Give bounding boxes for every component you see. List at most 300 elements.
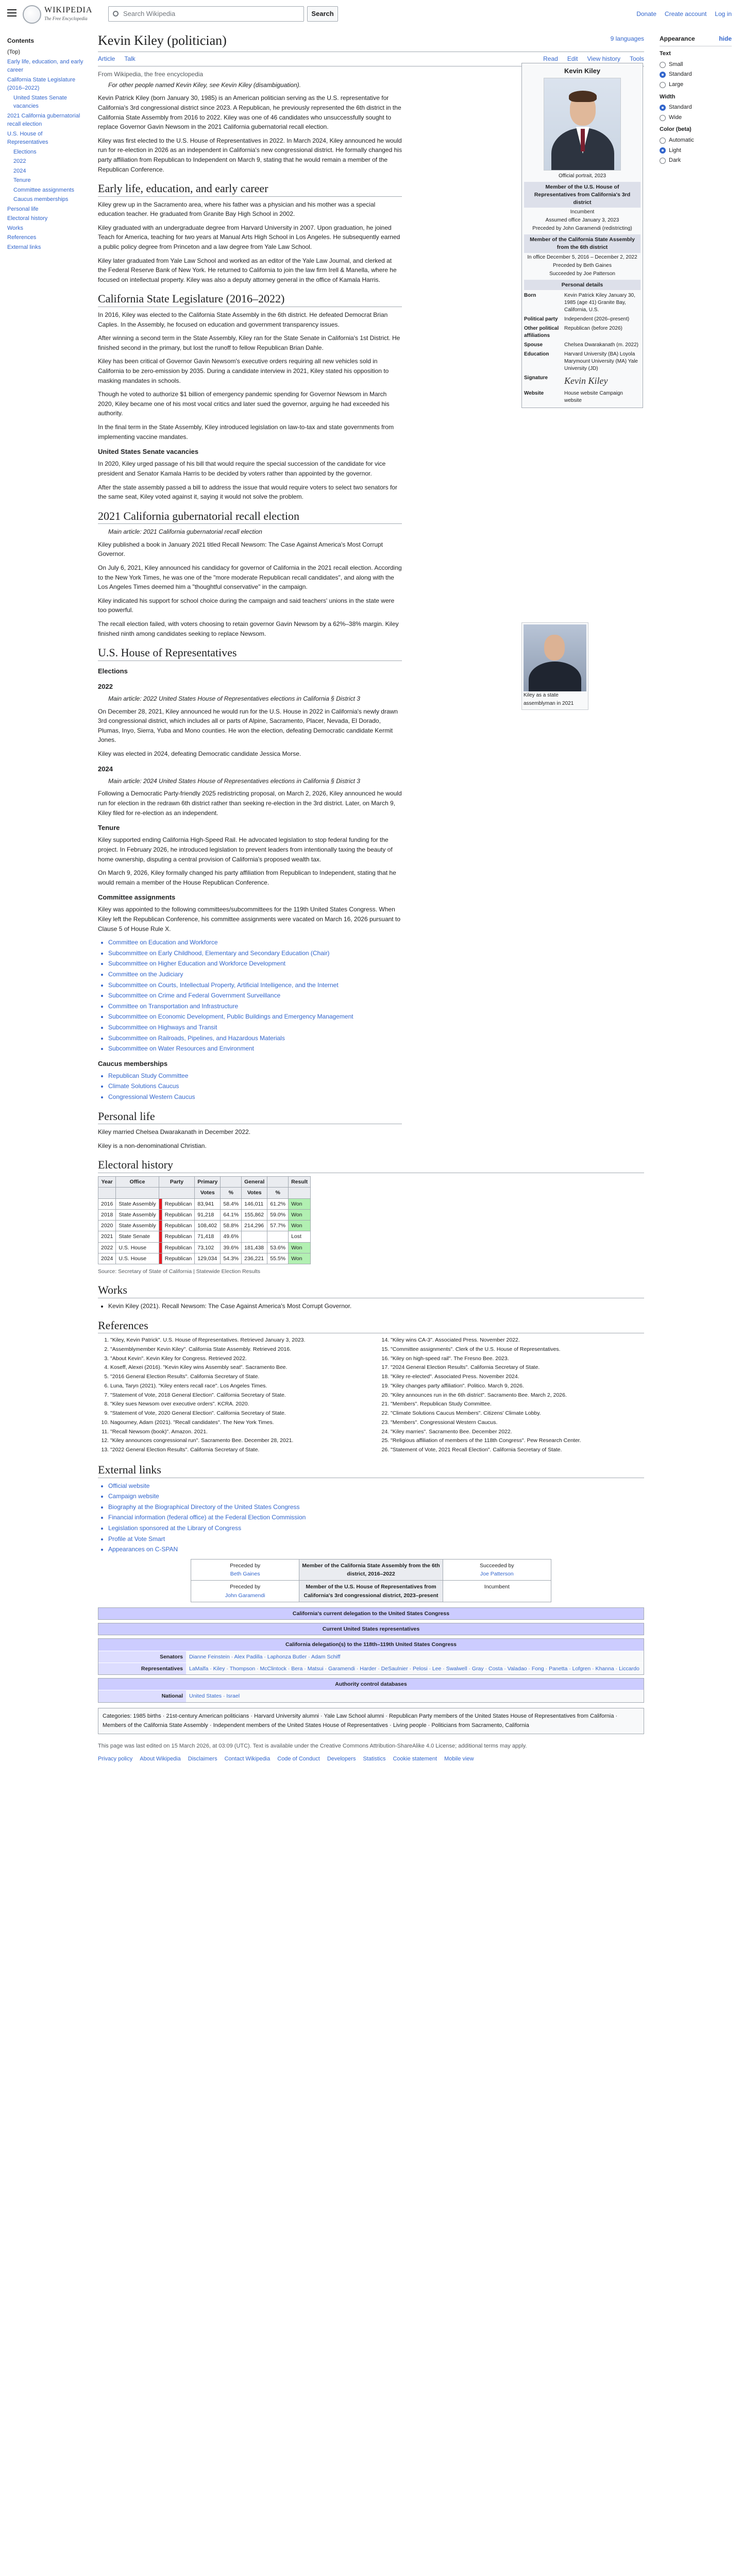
paragraph: Kiley is a non-denominational Christian. <box>98 1142 207 1149</box>
navbox-group: Senators <box>98 1651 186 1663</box>
header-link[interactable]: Create account <box>664 10 707 18</box>
infobox-key: Education <box>524 351 549 358</box>
table-header <box>267 1177 289 1188</box>
navbox-title[interactable]: California delegation(s) to the 118th–119th United States Congress <box>98 1639 644 1650</box>
succession-prev-label: Preceded by <box>230 1562 261 1569</box>
heading-state-legislature: California State Legislature (2016–2022) <box>98 292 402 307</box>
external-link[interactable]: • Financial information (federal office) at the Federal Election Commission <box>108 1513 644 1522</box>
table-cell: Lost <box>289 1231 311 1242</box>
toc-title: Contents <box>7 37 34 44</box>
table-cell: 146,011 <box>242 1198 267 1209</box>
succession-next-label: Succeeded by <box>480 1562 514 1569</box>
table-header: General <box>242 1177 267 1188</box>
table-cell: 2016 <box>98 1198 116 1209</box>
table-cell: Republican <box>162 1253 195 1264</box>
table-cell: State Senate <box>116 1231 159 1242</box>
reference-item: 4. Koseff, Alexei (2016). "Kevin Kiley wins Assembly seat". Sacramento Bee. <box>110 1364 364 1372</box>
external-link[interactable]: • Profile at Vote Smart <box>108 1534 644 1544</box>
page-title: Kevin Kiley (politician) <box>98 29 644 52</box>
reference-item: 12. "Kiley announces congressional run". Sacramento Bee. December 28, 2021. <box>110 1437 364 1445</box>
infobox-row <box>524 374 640 388</box>
lead-paragraph: Kiley was first elected to the U.S. House of Representatives in 2022. In March 2024, Kiley announced he would run for re-election in 2026 as an independent in California's new congressional district. He formally changed his party affiliation from Republican to Independent on March 9, stating that he would remain a member of the Republican Conference. <box>98 137 402 173</box>
committee-item[interactable]: • Subcommittee on Higher Education and Workforce Development <box>108 959 402 969</box>
navbox-title[interactable]: California's current delegation to the United States Congress <box>98 1608 644 1619</box>
infobox-name: Kevin Kiley <box>564 67 601 75</box>
reference-item: 7. "Statement of Vote, 2018 General Election". California Secretary of State. <box>110 1392 364 1400</box>
table-cell: Won <box>289 1253 311 1264</box>
table-cell: U.S. House <box>116 1253 159 1264</box>
term-2: In office December 5, 2016 – December 2, 2022 <box>527 254 637 260</box>
header-link[interactable]: Log in <box>715 10 732 18</box>
succession-office: Member of the U.S. House of Representatives from California's 3rd congressional district, 2023–present <box>299 1581 443 1602</box>
paragraph: Kiley grew up in the Sacramento area, where his father was a physician and his mother was a special education teacher. He graduated from Granite Bay High School in 2002. <box>98 200 376 218</box>
footer-link[interactable]: Mobile view <box>444 1755 474 1762</box>
reference-item: 20. "Kiley announces run in the 6th district". Sacramento Bee. March 2, 2026. <box>391 1392 644 1400</box>
radio-button[interactable] <box>660 82 666 88</box>
preceded-by-1: Preceded by John Garamendi (redistricting) <box>532 226 632 232</box>
infobox-value: Republican (before 2026) <box>564 326 622 332</box>
paragraph: Following a Democratic Party-friendly 2025 redistricting proposal, on March 2, 2026, Kiley announced he would run for election in the redrawn 6th district rather than seeking re-election in the 3rd district. Later, on March 9, Kiley filed for re-election as an independent. <box>98 790 402 817</box>
paragraph: Though he voted to authorize $1 billion of emergency pandemic spending for Governor Newsom in March 2020, Kiley became one of his most vocal critics and later sued the governor, arguing he had exceeded his authority. <box>98 391 390 417</box>
appearance-option[interactable] <box>660 60 732 70</box>
infobox-key: Website <box>524 390 544 396</box>
table-cell: State Assembly <box>116 1221 159 1231</box>
navbox-row <box>98 1663 644 1674</box>
caucus-item[interactable]: • Republican Study Committee <box>108 1071 402 1081</box>
heading-us-house: U.S. House of Representatives <box>98 646 402 661</box>
committee-item[interactable]: • Subcommittee on Highways and Transit <box>108 1023 402 1032</box>
heading-personal-life: Personal life <box>98 1109 402 1125</box>
assembly-photo-caption: Kiley as a state assemblyman in 2021 <box>524 692 574 706</box>
table-cell: 129,034 <box>195 1253 221 1264</box>
toc-item[interactable]: Elections <box>13 148 37 155</box>
navbox-list[interactable]: Dianne Feinstein · Alex Padilla · Laphonza Butler · Adam Schiff <box>186 1651 644 1663</box>
navbox <box>98 1607 644 1620</box>
reference-item: 5. "2016 General Election Results". California Secretary of State. <box>110 1373 364 1381</box>
personal-tools <box>636 9 732 19</box>
navbox-row <box>98 1651 644 1663</box>
appearance-group-label: Width <box>660 93 676 100</box>
page-tab[interactable]: Talk <box>124 55 136 62</box>
toc-item[interactable]: California State Legislature (2016–2022) <box>7 76 76 91</box>
reference-item: 11. "Recall Newsom (book)". Amazon. 2021. <box>110 1428 364 1436</box>
radio-button[interactable] <box>660 138 666 144</box>
table-cell: 91,218 <box>195 1209 221 1220</box>
table-header: Year <box>98 1177 116 1188</box>
committee-item[interactable]: • Subcommittee on Economic Development, Public Buildings and Emergency Management <box>108 1012 402 1022</box>
infobox-row <box>524 315 640 324</box>
succession-box <box>191 1580 551 1602</box>
table-row <box>98 1231 311 1242</box>
toc-item[interactable]: Personal life <box>7 206 39 212</box>
table-row <box>98 1242 311 1253</box>
table-cell: 2020 <box>98 1221 116 1231</box>
reference-item: 3. "About Kevin". Kevin Kiley for Congress. Retrieved 2022. <box>110 1355 364 1363</box>
search-placeholder: Search Wikipedia <box>123 10 176 18</box>
page-tab[interactable]: Read <box>543 55 558 62</box>
infobox-value: House website Campaign website <box>564 390 623 403</box>
infobox-row <box>524 341 640 350</box>
infobox-value: Harvard University (BA) Loyola Marymount University (MA) Yale University (JD) <box>564 351 638 372</box>
table-cell: 108,402 <box>195 1221 221 1231</box>
appearance-option[interactable] <box>660 136 732 145</box>
table-row <box>98 1253 311 1264</box>
navbox-title[interactable]: Current United States representatives <box>98 1623 644 1635</box>
table-cell: State Assembly <box>116 1209 159 1220</box>
committee-item[interactable]: • Committee on the Judiciary <box>108 970 402 979</box>
table-cell: 58.8% <box>221 1221 242 1231</box>
heading-2024: 2024 <box>98 765 113 773</box>
site-sub: From Wikipedia, the free encyclopedia <box>98 70 204 78</box>
paragraph: In 2016, Kiley was elected to the California State Assembly in the 6th district. He defeated Democrat Brian Caples. In the Assembly, he focused on education and government transparency issues. <box>98 311 388 328</box>
navbox-title[interactable]: Authority control databases <box>98 1679 644 1690</box>
caucus-item[interactable]: • Climate Solutions Caucus <box>108 1081 402 1091</box>
paragraph: In the final term in the State Assembly, Kiley introduced legislation on law-to-tax and state governments from implementing vaccine mandates. <box>98 423 394 440</box>
toc-item[interactable]: External links <box>7 244 41 250</box>
infobox-key: Signature <box>524 375 548 381</box>
external-link[interactable]: • Legislation sponsored at the Library of Congress <box>108 1523 644 1533</box>
lead-paragraph: Kevin Patrick Kiley (born January 30, 1985) is an American politician serving as the U.S. representative for California's 3rd congressional district since 2023. A Republican, he previously represented the 6th district in the California State Assembly from 2016 to 2022. Kiley was one of 46 candidates who unsuccessfully sought to replace Governor Gavin Newsom in the 2021 California gubernatorial recall election. <box>98 94 401 131</box>
paragraph: Kiley published a book in January 2021 titled Recall Newsom: The Case Against America's Most Corrupt Governor. <box>98 540 383 558</box>
heading-elections: Elections <box>98 667 128 675</box>
committee-item[interactable]: • Subcommittee on Courts, Intellectual Property, Artificial Intelligence, and the Internet <box>108 980 402 990</box>
table-subheader <box>98 1188 116 1198</box>
hatnote: For other people named Kevin Kiley, see Kevin Kiley (disambiguation). <box>108 81 301 89</box>
page-tab[interactable]: Article <box>98 55 115 62</box>
appearance-option[interactable] <box>660 70 732 79</box>
search-input[interactable] <box>108 6 304 22</box>
assumed-office: Assumed office January 3, 2023 <box>545 217 619 224</box>
caucus-item[interactable]: • Congressional Western Caucus <box>108 1092 402 1102</box>
navbox-list[interactable]: LaMalfa · Kiley · Thompson · McClintock · Bera · Matsui · Garamendi · Harder · DeSaulnier · Pelosi · Lee · Swalwell · Gray · Costa · Valadao · Fong · Panetta · Lofgren · Khanna · Liccardo <box>186 1663 644 1674</box>
portrait-caption: Official portrait, 2023 <box>558 173 606 179</box>
footer-link[interactable]: Disclaimers <box>188 1755 217 1762</box>
table-header: Result <box>289 1177 311 1188</box>
search-icon <box>113 11 119 16</box>
toc-item[interactable]: Tenure <box>13 177 31 183</box>
table-cell: 2018 <box>98 1209 116 1220</box>
table-cell: 55.5% <box>267 1253 289 1264</box>
reference-item: 17. "2024 General Election Results". California Secretary of State. <box>391 1364 644 1372</box>
radio-button[interactable] <box>660 105 666 111</box>
tab-spacer <box>145 54 534 64</box>
radio-button[interactable] <box>660 72 666 78</box>
heading-recall: 2021 California gubernatorial recall election <box>98 509 402 524</box>
paragraph: Kiley was elected in 2024, defeating Democratic candidate Jessica Morse. <box>98 750 301 758</box>
table-cell: U.S. House <box>116 1242 159 1253</box>
table-subheader: Votes <box>242 1188 267 1198</box>
table-cell: 236,221 <box>242 1253 267 1264</box>
infobox-row <box>524 324 640 341</box>
heading-caucus: Caucus memberships <box>98 1059 168 1067</box>
table-header: Party <box>159 1177 195 1188</box>
table-cell: 71,418 <box>195 1231 221 1242</box>
table-cell: 57.7% <box>267 1221 289 1231</box>
page-tab[interactable]: View history <box>587 55 620 62</box>
committee-item[interactable]: • Subcommittee on Railroads, Pipelines, and Hazardous Materials <box>108 1033 402 1043</box>
committee-item[interactable]: • Subcommittee on Water Resources and Environment <box>108 1044 402 1054</box>
table-subheader <box>289 1188 311 1198</box>
table-cell: Won <box>289 1221 311 1231</box>
toc-item[interactable]: References <box>7 234 37 241</box>
succession-prev-name[interactable]: Beth Gaines <box>230 1570 260 1577</box>
succeeded-by-2: Succeeded by Joe Patterson <box>549 270 615 277</box>
appearance-title: Appearance <box>660 35 695 42</box>
article-lower <box>98 1158 644 1764</box>
toc-item[interactable]: Early life, education, and early career <box>7 58 83 73</box>
table-header: Primary <box>195 1177 221 1188</box>
radio-button[interactable] <box>660 115 666 121</box>
assembly-photo[interactable] <box>521 622 588 710</box>
table-cell: Republican <box>162 1242 195 1253</box>
paragraph: The recall election failed, with voters choosing to retain governor Gavin Newsom by a 62%–38% margin. Kiley finished ninth among candidates seeking to replace Newsom. <box>98 620 399 637</box>
table-cell: 73,102 <box>195 1242 221 1253</box>
signature-image: Kevin Kiley <box>564 376 608 386</box>
committee-item[interactable]: • Subcommittee on Crime and Federal Government Surveillance <box>108 991 402 1001</box>
paragraph: Kiley has been critical of Governor Gavin Newsom's executive orders requiring all new vehicles sold in California to be zero-emission by 2035. During a candidate interview in 2021, Kiley stated his opposition to masking mandates in schools. <box>98 358 389 384</box>
toc-item[interactable]: Works <box>7 225 23 231</box>
header-link[interactable]: Donate <box>636 10 656 18</box>
committee-item[interactable]: • Committee on Transportation and Infrastructure <box>108 1002 402 1011</box>
top-bar <box>0 0 742 29</box>
main-article-link[interactable]: Main article: 2022 United States House of Representatives elections in California § District 3 <box>108 695 360 703</box>
portrait-photo[interactable] <box>544 78 621 171</box>
table-cell: 59.0% <box>267 1209 289 1220</box>
appearance-option[interactable] <box>660 146 732 156</box>
table-cell: 2022 <box>98 1242 116 1253</box>
table-subheader: % <box>221 1188 242 1198</box>
table-header <box>221 1177 242 1188</box>
table-cell: Won <box>289 1198 311 1209</box>
committee-item[interactable]: • Committee on Education and Workforce <box>108 938 402 947</box>
reference-item: 2. "Assemblymember Kevin Kiley". California State Assembly. Retrieved 2016. <box>110 1346 364 1354</box>
toc-item[interactable]: 2021 California gubernatorial recall election <box>7 112 80 127</box>
paragraph: After the state assembly passed a bill to address the issue that would require voters to select two senators for the same seat, Kiley voted against it, saying it would not solve the problem. <box>98 483 397 501</box>
appearance-option[interactable] <box>660 113 732 123</box>
navbox-row <box>98 1690 644 1702</box>
external-link[interactable]: • Official website <box>108 1481 644 1491</box>
succession-prev <box>191 1560 299 1581</box>
toc-item[interactable]: United States Senate vacancies <box>13 94 67 109</box>
electoral-history-table <box>98 1176 311 1264</box>
succession-prev <box>191 1581 299 1602</box>
infobox-office-1: Member of the U.S. House of Representatives from California's 3rd district <box>524 182 640 208</box>
footer-link[interactable]: Developers <box>327 1755 356 1762</box>
article-body <box>98 93 402 1150</box>
main-content <box>98 29 644 1764</box>
table-header: Office <box>116 1177 159 1188</box>
appearance-option[interactable] <box>660 156 732 165</box>
reference-item: 14. "Kiley wins CA-3". Associated Press. November 2022. <box>391 1336 644 1345</box>
table-row <box>98 1209 311 1220</box>
footer-link[interactable]: Statistics <box>363 1755 386 1762</box>
paragraph: Kiley married Chelsea Dwarakanath in December 2022. <box>98 1128 251 1136</box>
appearance-hide-button[interactable]: hide <box>719 35 732 42</box>
table-cell: State Assembly <box>116 1198 159 1209</box>
main-article-link[interactable]: Main article: 2024 United States House of Representatives elections in California § District 3 <box>108 777 360 785</box>
toc-item[interactable]: Caucus memberships <box>13 196 69 202</box>
infobox-value <box>564 375 640 387</box>
footer-link[interactable]: Cookie statement <box>393 1755 437 1762</box>
table-row <box>98 1221 311 1231</box>
paragraph: In 2020, Kiley urged passage of his bill that would require the special succession of the candidate for vice president and Senator Kamala Harris to be decided by voters rather than appointed by the governor. <box>98 460 386 477</box>
toc-item[interactable]: 2022 <box>13 158 26 164</box>
table-cell: 2024 <box>98 1253 116 1264</box>
paragraph: After winning a second term in the State Assembly, Kiley ran for the State Senate in California's 1st District. He finished second in the primary, but lost the runoff to fellow Republican Brian Dahle. <box>98 334 400 351</box>
heading-early-life: Early life, education, and early career <box>98 181 402 197</box>
table-source: Source: Secretary of State of California | Statewide Election Results <box>98 1268 260 1275</box>
infobox-value: Kevin Patrick Kiley January 30, 1985 (age 41) Granite Bay, California, U.S. <box>564 293 635 313</box>
works-item: • Kevin Kiley (2021). Recall Newsom: The Case Against America's Most Corrupt Governor. <box>108 1301 644 1311</box>
committee-item[interactable]: • Subcommittee on Early Childhood, Elementary and Secondary Education (Chair) <box>108 948 402 958</box>
heading-committee: Committee assignments <box>98 893 176 902</box>
infobox-value: Independent (2026–present) <box>564 316 630 323</box>
infobox-office-2: Member of the California State Assembly from the 6th district <box>524 234 640 252</box>
category-links[interactable]: Categories: 1985 births · 21st-century American politicians · Harvard University alumni · Yale Law School alumni · Republican Party members of the United States House of Representatives from California · Members of the California State Assembly · Independent members of the United States House of Representatives · Living people · Politicians from Sacramento, California <box>98 1708 644 1734</box>
appearance-option-label: Light <box>669 147 681 154</box>
table-cell: Republican <box>162 1209 195 1220</box>
heading-external-links: External links <box>98 1463 644 1478</box>
appearance-option-label: Dark <box>669 157 681 164</box>
appearance-option[interactable] <box>660 80 732 90</box>
preceded-by-2: Preceded by Beth Gaines <box>553 262 612 268</box>
navbox-group: National <box>98 1690 186 1702</box>
infobox <box>521 63 643 408</box>
reference-item: 16. "Kiley on high-speed rail". The Fresno Bee. 2023. <box>391 1355 644 1363</box>
heading-2022: 2022 <box>98 682 113 690</box>
table-cell: 181,438 <box>242 1242 267 1253</box>
table-cell: 61.2% <box>267 1198 289 1209</box>
personal-details-heading: Personal details <box>524 280 640 291</box>
language-selector[interactable]: 9 languages <box>610 35 644 42</box>
succession-box <box>191 1559 551 1581</box>
infobox-key: Political party <box>524 316 558 323</box>
reference-item: 23. "Members". Congressional Western Caucus. <box>391 1419 644 1427</box>
table-subheader <box>159 1188 195 1198</box>
appearance-option-label: Standard <box>669 104 692 111</box>
table-cell <box>267 1231 289 1242</box>
footer-link[interactable]: Privacy policy <box>98 1755 133 1762</box>
page-footer <box>98 1741 644 1764</box>
table-cell: 214,296 <box>242 1221 267 1231</box>
page-tab[interactable]: Tools <box>629 55 644 62</box>
search-button[interactable]: Search <box>307 6 338 22</box>
table-cell: 49.6% <box>221 1231 242 1242</box>
navbox <box>98 1678 644 1703</box>
table-cell: 54.3% <box>221 1253 242 1264</box>
logo-wordmark[interactable]: WIKIPEDIA <box>44 6 93 14</box>
committee-intro: Kiley was appointed to the following committees/subcommittees for the 119th United States Congress. When Kiley left the Republican Conference, his committee assignments were vacated on March 16, 2026 pursuant to Clause 5 of House Rule X. <box>98 906 400 933</box>
appearance-option-label: Automatic <box>669 137 694 143</box>
toc-item[interactable]: 2024 <box>13 167 26 174</box>
appearance-option-label: Wide <box>669 114 682 121</box>
infobox-row <box>524 350 640 374</box>
appearance-option-label: Large <box>669 81 684 88</box>
page-tab[interactable]: Edit <box>567 55 578 62</box>
succession-next-label: Incumbent <box>484 1584 510 1590</box>
heading-works: Works <box>98 1283 644 1298</box>
table-cell: 39.6% <box>221 1242 242 1253</box>
external-link[interactable]: • Biography at the Biographical Directory of the United States Congress <box>108 1502 644 1512</box>
succession-next <box>443 1581 551 1602</box>
table-subheader <box>116 1188 159 1198</box>
succession-next-name[interactable]: Joe Patterson <box>480 1570 514 1577</box>
heading-tenure: Tenure <box>98 824 120 832</box>
paragraph: Kiley indicated his support for school choice during the campaign and said teachers' unions in the state were too powerful. <box>98 597 395 614</box>
reference-item: 8. "Kiley sues Newsom over executive orders". KCRA. 2020. <box>110 1400 364 1409</box>
infobox-key: Spouse <box>524 342 543 348</box>
toc-item[interactable]: U.S. House of Representatives <box>7 130 48 145</box>
table-cell: Won <box>289 1242 311 1253</box>
infobox-key: Other political affiliations <box>524 326 559 339</box>
paragraph: On July 6, 2021, Kiley announced his candidacy for governor of California in the 2021 recall election. According to the New York Times, he was one of the "more moderate Republican recall candidates", and along with the Los Angeles Times deemed him a "thoughtful conservative" in the campaign. <box>98 564 402 591</box>
radio-button[interactable] <box>660 147 666 154</box>
appearance-option[interactable] <box>660 103 732 112</box>
reference-item: 9. "Statement of Vote, 2020 General Election". California Secretary of State. <box>110 1410 364 1418</box>
table-cell: Republican <box>162 1231 195 1242</box>
paragraph: Kiley later graduated from Yale Law School and worked as an editor of the Yale Law Journal, and clerked at the Federal Reserve Bank of New York. He returned to California to join the law firm Irell & Manella, where he focused on intellectual property. Kiley was also a deputy attorney general in the office of Kamala Harris. <box>98 257 397 283</box>
appearance-group-label: Text <box>660 50 671 57</box>
succession-prev-name[interactable]: John Garamendi <box>225 1592 265 1599</box>
footer-link[interactable]: About Wikipedia <box>140 1755 181 1762</box>
reference-item: 13. "2022 General Election Results". California Secretary of State. <box>110 1446 364 1454</box>
toc-item[interactable]: Committee assignments <box>13 187 74 193</box>
paragraph: On March 9, 2026, Kiley formally changed his party affiliation from Republican to Independent, stating that he would remain a member of the House Republican Conference. <box>98 869 396 886</box>
infobox-row <box>524 291 640 315</box>
heading-electoral-history: Electoral history <box>98 1158 644 1173</box>
main-article-link[interactable]: Main article: 2021 California gubernatorial recall election <box>108 528 262 536</box>
succession-prev-label: Preceded by <box>230 1584 261 1590</box>
reference-item: 26. "Statement of Vote, 2021 Recall Election". California Secretary of State. <box>391 1446 644 1454</box>
reference-list <box>98 1336 644 1455</box>
reference-item: 21. "Members". Republican Study Committee. <box>391 1400 644 1409</box>
table-cell: Won <box>289 1209 311 1220</box>
navbox <box>98 1638 644 1675</box>
paragraph: Kiley graduated with an undergraduate degree from Harvard University in 2007. Upon graduation, he joined Teach for America, teaching for two years at Manual Arts High School in Los Angeles. He subsequently earned a public policy degree from Princeton and a law degree from Yale Law School. <box>98 224 400 251</box>
table-cell: Republican <box>162 1198 195 1209</box>
radio-button[interactable] <box>660 62 666 68</box>
succession-office: Member of the California State Assembly from the 6th district, 2016–2022 <box>299 1560 443 1581</box>
reference-item: 10. Nagourney, Adam (2021). "Recall candidates". The New York Times. <box>110 1419 364 1427</box>
wikipedia-logo-icon[interactable] <box>23 5 41 24</box>
navbox-list[interactable]: United States · Israel <box>186 1690 644 1702</box>
appearance-group-label: Color (beta) <box>660 126 692 133</box>
external-link[interactable]: • Appearances on C-SPAN <box>108 1545 644 1554</box>
reference-item: 15. "Committee assignments". Clerk of the U.S. House of Representatives. <box>391 1346 644 1354</box>
table-cell: 53.6% <box>267 1242 289 1253</box>
table-cell: 83,941 <box>195 1198 221 1209</box>
external-link[interactable]: • Campaign website <box>108 1492 644 1501</box>
reference-item: 25. "Religious affiliation of members of the 118th Congress". Pew Research Center. <box>391 1437 644 1445</box>
infobox-value: Chelsea Dwarakanath (m. 2022) <box>564 342 638 348</box>
main-menu-icon[interactable] <box>7 9 16 16</box>
table-cell: 64.1% <box>221 1209 242 1220</box>
reference-item: 6. Luna, Taryn (2021). "Kiley enters recall race". Los Angeles Times. <box>110 1382 364 1391</box>
toc-item[interactable]: Electoral history <box>7 215 48 222</box>
radio-button[interactable] <box>660 158 666 164</box>
footer-link[interactable]: Code of Conduct <box>277 1755 320 1762</box>
reference-item: 22. "Climate Solutions Caucus Members". Citizens' Climate Lobby. <box>391 1410 644 1418</box>
table-of-contents <box>7 36 85 252</box>
reference-item: 1. "Kiley, Kevin Patrick". U.S. House of Representatives. Retrieved January 3, 2023. <box>110 1336 364 1345</box>
succession-next <box>443 1560 551 1581</box>
footer-link[interactable]: Contact Wikipedia <box>224 1755 271 1762</box>
incumbent-label: Incumbent <box>570 209 595 215</box>
navbox <box>98 1623 644 1635</box>
reference-item: 24. "Kiley marries". Sacramento Bee. December 2022. <box>391 1428 644 1436</box>
table-row <box>98 1198 311 1209</box>
toc-item[interactable]: (Top) <box>7 49 21 55</box>
